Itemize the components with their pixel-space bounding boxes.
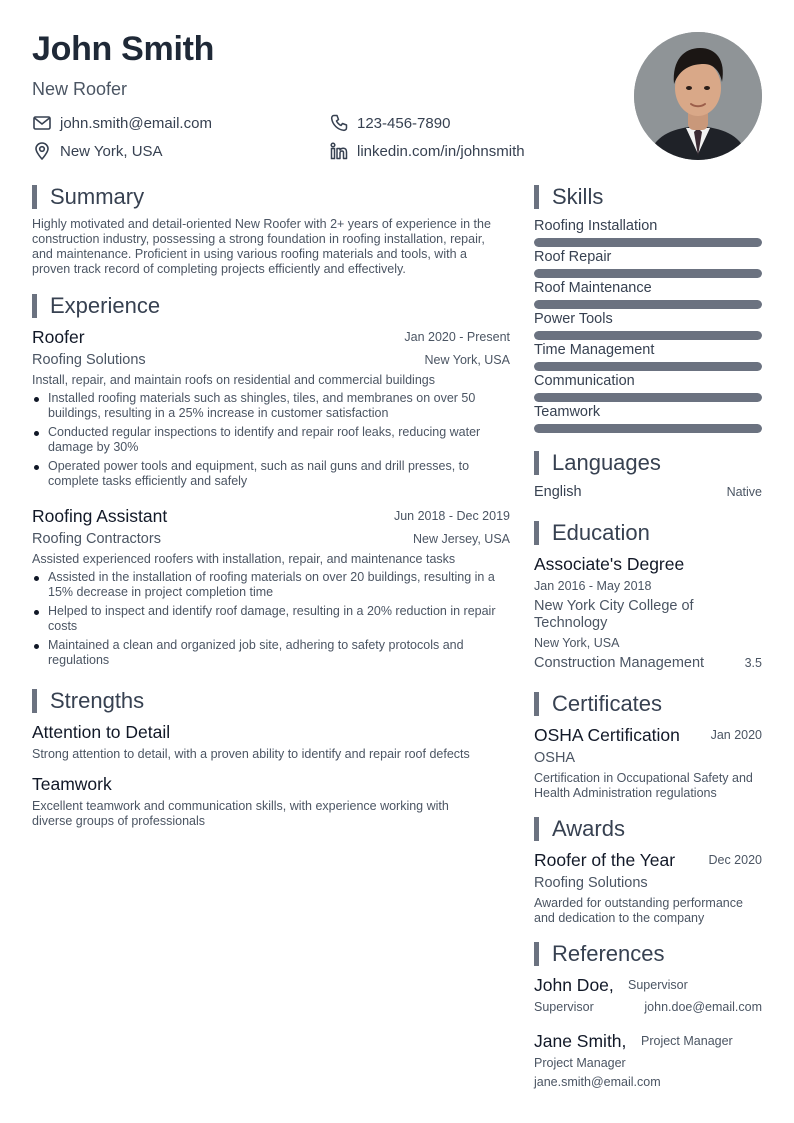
skill-level-bar <box>534 238 762 247</box>
skill-level-fill <box>534 238 762 247</box>
skill-level-fill <box>534 393 762 402</box>
field-of-study: Construction Management <box>534 655 705 671</box>
heading-text: Awards <box>552 816 625 841</box>
certificate-description: Certification in Occupational Safety and Health Administration regulations <box>534 771 753 800</box>
reference-role: Supervisor <box>534 1000 594 1014</box>
job-company: Roofing Contractors <box>32 531 161 547</box>
list-item: Assisted in the installation of roofing materials on over 20 buildings, resulting in a 15% decrease in project completion time <box>32 570 510 600</box>
job-company: Roofing Solutions <box>32 352 146 368</box>
contact-phone[interactable] <box>329 112 450 134</box>
skills-heading <box>534 184 603 210</box>
skill-label: Power Tools <box>534 311 613 327</box>
phone-icon <box>329 113 349 133</box>
strength-title: Attention to Detail <box>32 722 171 742</box>
reference-title: Project Manager <box>641 1034 733 1048</box>
award-name: Roofer of the Year <box>534 850 676 870</box>
awards-heading <box>534 816 625 842</box>
heading-text: Education <box>552 520 650 545</box>
heading-text: Summary <box>50 184 145 209</box>
heading-text: Strengths <box>50 688 145 713</box>
degree: Associate's Degree <box>534 554 685 574</box>
education-dates: Jan 2016 - May 2018 <box>534 579 652 593</box>
candidate-role: New Roofer <box>32 79 128 99</box>
job-location: New Jersey, USA <box>412 532 510 546</box>
heading-accent-bar <box>534 521 539 545</box>
job-dates: Jun 2018 - Dec 2019 <box>393 509 510 523</box>
references-heading <box>534 941 665 967</box>
award-description: Awarded for outstanding performance and dedication to the company <box>534 896 743 925</box>
job-title: Roofer <box>32 327 85 347</box>
reference-email[interactable]: john.doe@email.com <box>644 1000 762 1014</box>
reference-name: John Doe, <box>534 975 614 995</box>
skill-label: Communication <box>534 373 635 389</box>
skill-label: Teamwork <box>534 404 601 420</box>
linkedin-text: linkedin.com/in/johnsmith <box>357 142 525 160</box>
skill-level-fill <box>534 331 762 340</box>
summary-text: Highly motivated and detail-oriented New Roofer with 2+ years of experience in the construction industry, possessing a strong foundation in roofing installation, repair, and maintenance. Proficient in using various roofing materials and tools, with a proven track record of completing projects efficiently and effectively. <box>32 217 491 276</box>
experience-heading <box>32 293 160 319</box>
summary-heading <box>32 184 144 210</box>
languages-heading <box>534 450 661 476</box>
skill-level-fill <box>534 424 762 433</box>
heading-accent-bar <box>32 294 37 318</box>
contact-location <box>32 140 163 162</box>
mail-icon <box>32 113 52 133</box>
phone-text: 123-456-7890 <box>357 114 451 132</box>
list-item: Installed roofing materials such as shingles, tiles, and membranes on over 50 buildings, resulting in a 25% increase in customer satisfaction <box>32 391 510 421</box>
list-item: Helped to inspect and identify roof damage, resulting in a 20% reduction in repair costs <box>32 604 510 634</box>
contact-linkedin[interactable] <box>329 140 525 162</box>
heading-accent-bar <box>32 185 37 209</box>
certificate-issuer: OSHA <box>534 750 576 766</box>
skill-level-bar <box>534 424 762 433</box>
skill-level-bar <box>534 362 762 371</box>
job-title: Roofing Assistant <box>32 506 168 526</box>
job-dates: Jan 2020 - Present <box>404 330 510 344</box>
list-item: Maintained a clean and organized job site, adhering to safety protocols and regulations <box>32 638 510 668</box>
list-item: Conducted regular inspections to identify and repair roof leaks, reducing water damage by 30% <box>32 425 510 455</box>
skill-level-bar <box>534 269 762 278</box>
reference-title: Supervisor <box>628 978 688 992</box>
heading-text: Certificates <box>552 691 663 716</box>
skill-level-fill <box>534 362 762 371</box>
reference-email[interactable]: jane.smith@email.com <box>534 1075 661 1089</box>
list-item: Operated power tools and equipment, such as nail guns and drill presses, to complete tasks efficiently and safely <box>32 459 510 489</box>
strength-text: Excellent teamwork and communication skills, with experience working with diverse groups of professionals <box>32 799 449 828</box>
reference-role: Project Manager <box>534 1056 626 1070</box>
skill-level-bar <box>534 300 762 309</box>
heading-accent-bar <box>534 942 539 966</box>
certificate-name: OSHA Certification <box>534 725 680 745</box>
skill-level-fill <box>534 269 762 278</box>
profile-photo <box>634 32 762 160</box>
skill-level-bar <box>534 331 762 340</box>
heading-accent-bar <box>534 185 539 209</box>
job-description: Install, repair, and maintain roofs on residential and commercial buildings <box>32 373 435 387</box>
award-issuer: Roofing Solutions <box>534 875 648 891</box>
heading-accent-bar <box>534 451 539 475</box>
certificate-date: Jan 2020 <box>710 728 762 742</box>
heading-accent-bar <box>534 692 539 716</box>
skill-label: Roof Maintenance <box>534 280 652 296</box>
heading-text: Experience <box>50 293 161 318</box>
language-name: English <box>534 484 582 500</box>
school-location: New York, USA <box>534 636 620 650</box>
certificates-heading <box>534 691 662 717</box>
skill-label: Time Management <box>534 342 655 358</box>
strength-title: Teamwork <box>32 774 112 794</box>
heading-text: References <box>552 941 665 966</box>
job-bullets <box>32 391 510 493</box>
job-bullets <box>32 570 510 672</box>
skill-level-bar <box>534 393 762 402</box>
award-date: Dec 2020 <box>708 853 762 867</box>
contact-email[interactable] <box>32 112 212 134</box>
email-text: john.smith@email.com <box>60 114 212 132</box>
strengths-heading <box>32 688 144 714</box>
heading-text: Languages <box>552 450 661 475</box>
job-description: Assisted experienced roofers with installation, repair, and maintenance tasks <box>32 552 456 566</box>
heading-text: Skills <box>552 184 604 209</box>
skill-label: Roof Repair <box>534 249 612 265</box>
location-pin-icon <box>32 141 52 161</box>
candidate-name: John Smith <box>32 30 215 68</box>
skill-label: Roofing Installation <box>534 218 658 234</box>
location-text: New York, USA <box>60 142 163 160</box>
education-heading <box>534 520 650 546</box>
job-location: New York, USA <box>424 353 510 367</box>
linkedin-icon <box>329 141 349 161</box>
heading-accent-bar <box>32 689 37 713</box>
reference-name: Jane Smith, <box>534 1031 627 1051</box>
heading-accent-bar <box>534 817 539 841</box>
school-name: New York City College of Technology <box>534 598 694 631</box>
language-level: Native <box>726 485 762 499</box>
skill-level-fill <box>534 300 762 309</box>
gpa: 3.5 <box>744 656 762 670</box>
strength-text: Strong attention to detail, with a proven ability to identify and repair roof defects <box>32 747 470 761</box>
